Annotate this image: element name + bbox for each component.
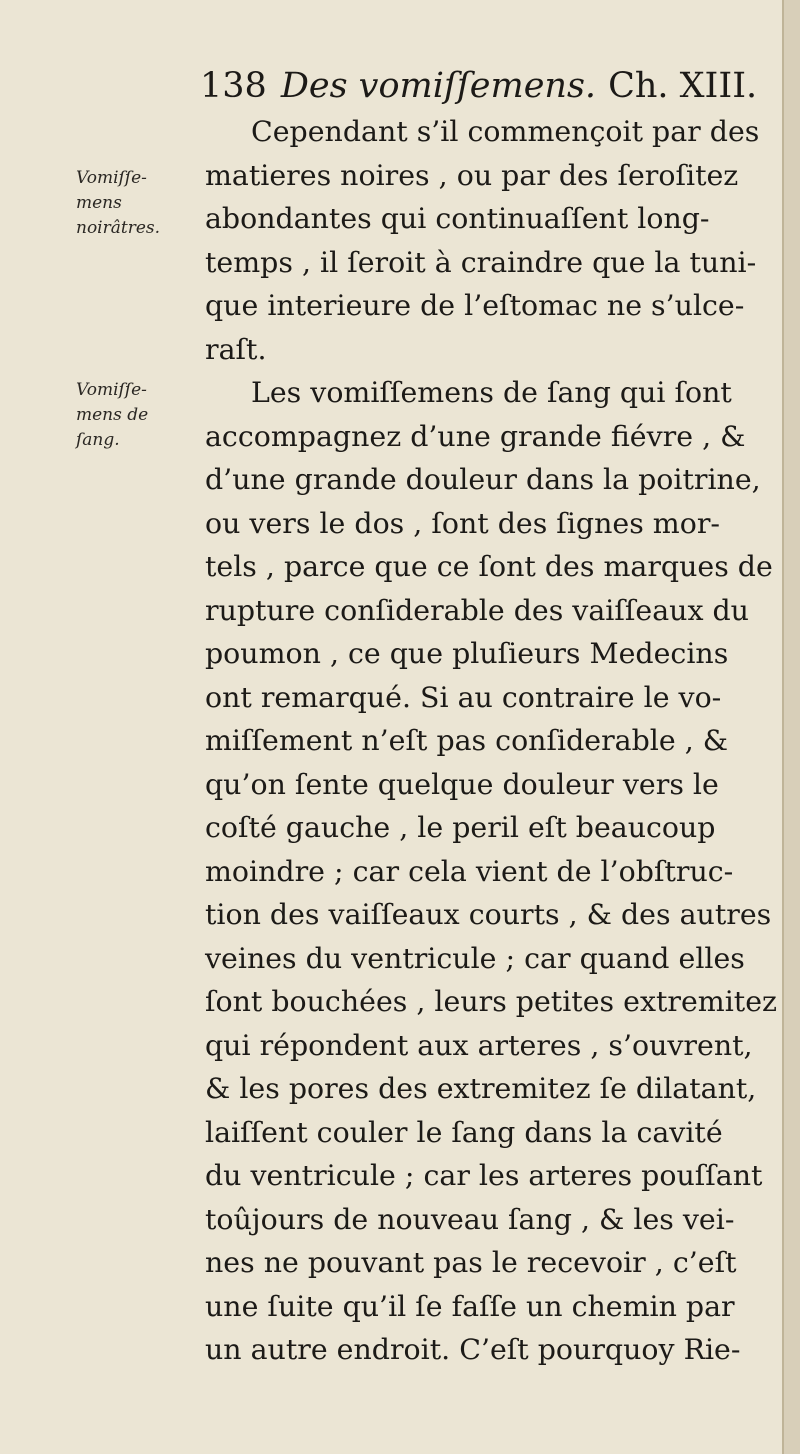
text-line: abondantes qui continuaſſent long- (205, 202, 710, 235)
text-line: tion des vaiſſeaux courts , & des autres (205, 898, 772, 931)
chapter-label: Ch. XIII. (608, 66, 758, 106)
text-line: miſſement n’eſt pas conſiderable , & (205, 724, 729, 757)
text-line: moindre ; car cela vient de l’obſtruc- (205, 854, 734, 888)
text-line: ou vers le dos , ſont des ſignes mor- (205, 506, 721, 540)
text-line: une ſuite qu’il ſe faſſe un chemin par (205, 1289, 735, 1323)
text-line: veines du ventricule ; car quand elles (205, 941, 745, 975)
margin-note-blood-vomit (76, 378, 206, 453)
text-line: toûjours de nouveau ſang , & les vei- (205, 1202, 735, 1236)
text-line: laiſſent couler le ſang dans la cavité (205, 1115, 723, 1149)
margin-note-line: ſang. (76, 430, 120, 450)
margin-note-line: noirâtres. (76, 218, 161, 238)
text-line: raſt. (205, 332, 267, 366)
text-line: que interieure de l’eſtomac ne s’ulce- (205, 289, 745, 322)
margin-note-black-vomit (76, 166, 206, 241)
body-text (205, 110, 795, 1372)
text-line: Les vomiſſemens de ſang qui ſont (251, 376, 732, 409)
text-line: Cependant s’il commençoit par des (251, 115, 760, 148)
text-line: poumon , ce que pluſieurs Medecins (205, 637, 729, 670)
text-line: qui répondent aux arteres , s’ouvrent, (205, 1028, 753, 1062)
text-line: matieres noires , ou par des ſeroſitez (205, 158, 739, 192)
text-line: temps , il ſeroit à craindre que la tuni- (205, 245, 757, 279)
margin-note-line: Vomiſſe- (76, 168, 147, 188)
page-gutter (782, 0, 800, 1454)
text-line: nes ne pouvant pas le recevoir , c’eſt (205, 1246, 737, 1279)
margin-note-line: mens (76, 193, 122, 213)
text-line: du ventricule ; car les arteres pouſſant (205, 1159, 763, 1192)
running-header (200, 64, 780, 108)
text-line: qu’on ſente quelque douleur vers le (205, 767, 719, 801)
text-line: rupture conſiderable des vaiſſeaux du (205, 593, 749, 627)
page-number: 138 (200, 66, 267, 106)
text-line: accompagnez d’une grande fiévre , & (205, 419, 746, 453)
text-line: ſont bouchées , leurs petites extremitez (205, 985, 777, 1018)
margin-note-line: mens de (76, 405, 149, 425)
text-line: coſté gauche , le peril eſt beaucoup (205, 811, 716, 844)
margin-note-line: Vomiſſe- (76, 380, 147, 400)
text-line: d’une grande douleur dans la poitrine, (205, 463, 761, 496)
running-title: Des vomiſſemens. (280, 66, 597, 106)
text-line: ont remarqué. Si au contraire le vo- (205, 680, 722, 714)
text-line: tels , parce que ce ſont des marques de (205, 550, 773, 583)
text-line: & les pores des extremitez ſe dilatant, (205, 1072, 757, 1105)
text-line: un autre endroit. C’eſt pourquoy Rie- (205, 1333, 741, 1366)
